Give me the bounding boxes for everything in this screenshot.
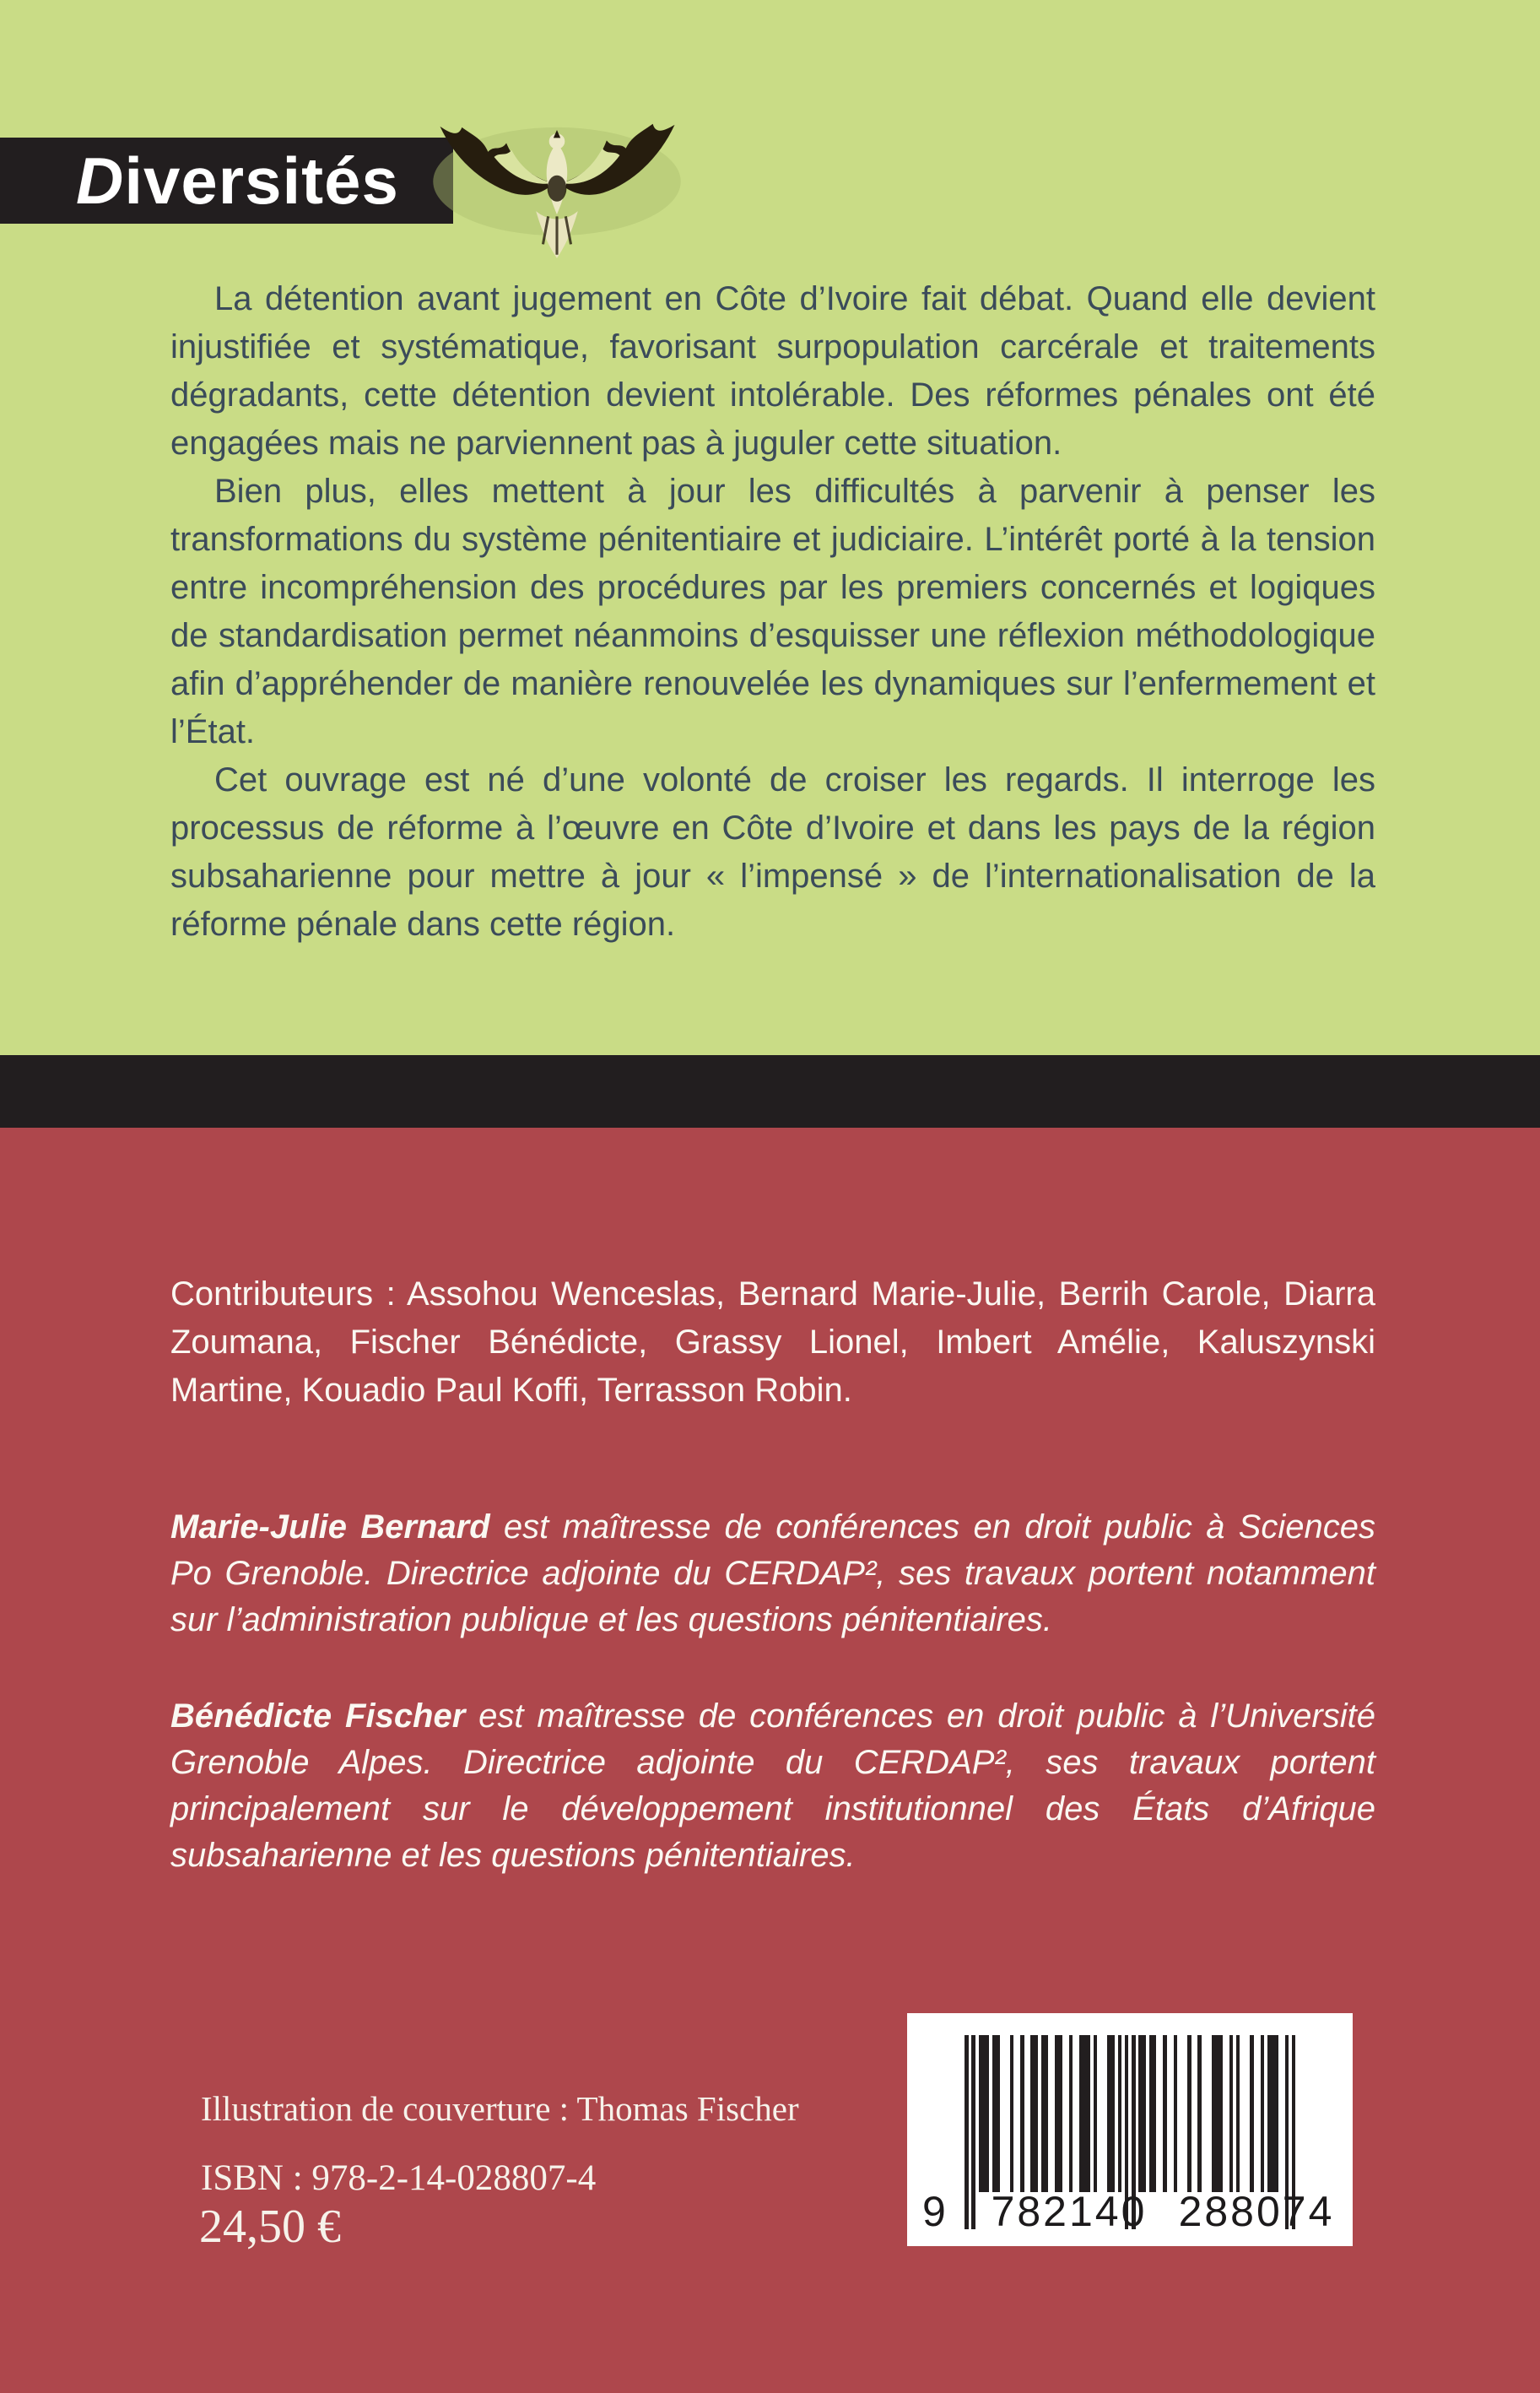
- synopsis-paragraph-3: Cet ouvrage est né d’une volonté de croiser les regards. Il interroge les processus de réforme à l’œuvre en Côte d’Ivoire et dans les pays de la région subsaharienne pour mettre à jour « l’impensé » de l’internationalisation de la réforme pénale dans cette région.: [170, 761, 1375, 943]
- barcode: [907, 2013, 1353, 2246]
- barcode-digits: [914, 2187, 1346, 2238]
- barcode-left-digits: 782140: [991, 2188, 1148, 2235]
- barcode-right-digits: 288074: [1178, 2188, 1335, 2235]
- author-name-bernard: Marie-Julie Bernard: [170, 1508, 490, 1546]
- synopsis-text: [170, 275, 1375, 949]
- barcode-lead-digit: 9: [922, 2188, 948, 2235]
- illustration-credit: Illustration de couverture : Thomas Fischer: [201, 2089, 799, 2128]
- author-bio-bernard-text: est maîtresse de conférences en droit public à Sciences Po Grenoble. Directrice adjointe du CERDAP², ses travaux portent notamment sur l’administration publique et les questions pénitentiaires.: [170, 1508, 1375, 1638]
- author-bio-bernard: [170, 1504, 1375, 1643]
- series-title-rest: iversités: [124, 143, 399, 218]
- price: 24,50 €: [199, 2201, 341, 2253]
- series-title-initial: D: [76, 143, 125, 218]
- dove-icon: [426, 100, 688, 264]
- author-bio-fischer: [170, 1693, 1375, 1879]
- synopsis-paragraph-1: La détention avant jugement en Côte d’Ivoire fait débat. Quand elle devient injustifiée et systématique, favorisant surpopulation carcérale et traitements dégradants, cette détention devient intolérable. Des réformes pénales ont été engagées mais ne parviennent pas à juguler cette situation.: [170, 280, 1375, 462]
- synopsis-paragraph-2: Bien plus, elles mettent à jour les difficultés à parvenir à penser les transformations du système pénitentiaire et judiciaire. L’intérêt porté à la tension entre incompréhension des procédures par les premiers concernés et logiques de standardisation permet néanmoins d’esquisser une réflexion méthodologique afin d’appréhender de manière renouvelée les dynamiques sur l’enfermement et l’État.: [170, 473, 1375, 750]
- author-name-fischer: Bénédicte Fischer: [170, 1697, 466, 1735]
- black-separator-band: [0, 1055, 1540, 1128]
- series-band: [0, 138, 453, 224]
- isbn: ISBN : 978-2-14-028807-4: [201, 2158, 597, 2198]
- author-bio-fischer-text: est maîtresse de conférences en droit public à l’Université Grenoble Alpes. Directrice adjointe du CERDAP², ses travaux portent principalement sur le développement institutionnel des États d’Afrique subsaharienne et les questions pénitentiaires.: [170, 1697, 1375, 1874]
- series-title: [0, 143, 399, 219]
- contributors-paragraph: Contributeurs : Assohou Wenceslas, Bernard Marie-Julie, Berrih Carole, Diarra Zoumana, Fischer Bénédicte, Grassy Lionel, Imbert Amélie, Kaluszynski Martine, Kouadio Paul Koffi, Terrasson Robin.: [170, 1275, 1375, 1409]
